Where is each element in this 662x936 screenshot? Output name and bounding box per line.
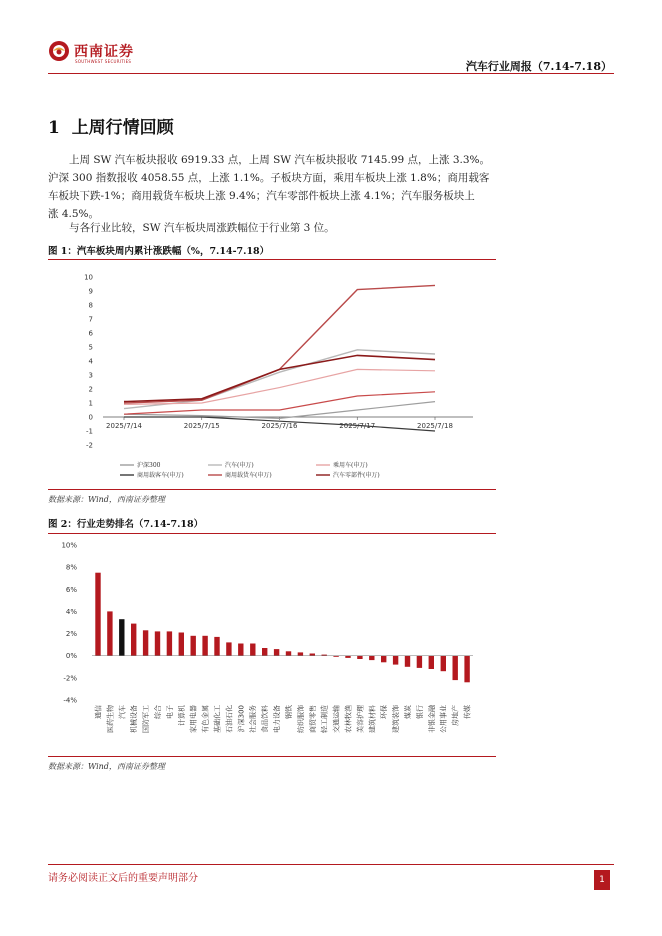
- figure1-source: 数据来源：Wind，西南证券整理: [48, 495, 165, 504]
- y-tick-label: 7: [88, 315, 93, 324]
- brand-logo: [48, 40, 70, 62]
- x-tick-label: 2025/7/14: [106, 422, 142, 430]
- y-tick-label: 9: [88, 287, 93, 296]
- bar: [453, 656, 458, 680]
- x-category-label: 食品饮料: [261, 705, 270, 733]
- bar: [405, 656, 410, 667]
- x-tick-label: 2025/7/16: [261, 422, 298, 430]
- figure1-top-rule: [48, 259, 496, 260]
- x-category-label: 农林牧渔: [344, 705, 353, 733]
- bar: [202, 636, 207, 656]
- y-tick-label: 4: [88, 357, 93, 366]
- x-category-label: 沪深300: [237, 705, 246, 733]
- page-number: 1: [594, 870, 610, 890]
- report-title: 汽车行业周报（7.14-7.18）: [465, 60, 612, 73]
- bar: [310, 654, 315, 656]
- x-category-label: 纺织服饰: [296, 705, 305, 733]
- x-category-label: 非银金融: [427, 705, 436, 733]
- x-category-label: 建筑材料: [368, 705, 377, 733]
- legend-label: 汽车(申万): [225, 462, 254, 469]
- x-category-label: 家用电器: [189, 705, 198, 733]
- section-number: 1: [48, 118, 60, 138]
- x-category-label: 电子: [165, 705, 174, 719]
- figure1-caption: 图 1：汽车板块周内累计涨跌幅（%，7.14-7.18）: [48, 246, 270, 257]
- summary-paragraph: [48, 151, 496, 223]
- bar: [250, 644, 255, 656]
- bar: [381, 656, 386, 663]
- bar: [429, 656, 434, 669]
- x-category-label: 美容护理: [356, 705, 365, 733]
- x-category-label: 国防军工: [142, 705, 151, 733]
- section-title: 上周行情回顾: [71, 118, 174, 138]
- y-tick-label: 0: [88, 413, 93, 422]
- series-line: [124, 285, 435, 403]
- header-rule: [48, 73, 614, 74]
- figure2-bottom-rule: [48, 756, 496, 757]
- bar: [262, 648, 267, 656]
- bar: [369, 656, 374, 660]
- x-category-label: 通信: [94, 705, 103, 719]
- y-tick-label: 6: [88, 329, 93, 338]
- x-category-label: 煤炭: [404, 705, 412, 719]
- bar: [274, 649, 279, 656]
- bar: [417, 656, 422, 668]
- y-tick-label: 8: [88, 301, 93, 310]
- x-category-label: 传媒: [463, 705, 472, 719]
- x-category-label: 石油石化: [225, 705, 234, 733]
- section-heading: [48, 113, 174, 138]
- legend-label: 商用载货车(申万): [225, 472, 272, 479]
- figure2-caption: 图 2：行业走势排名（7.14-7.18）: [48, 519, 204, 530]
- paragraph-line: 上周 SW 汽车板块报收 6919.33 点，上周 SW 汽车板块报收 7145.99 点，上涨 3.3%。: [69, 154, 491, 166]
- y-tick-label: 4%: [65, 607, 77, 616]
- footer-rule: [48, 864, 614, 865]
- y-tick-label: 6%: [65, 585, 77, 594]
- bar: [191, 636, 196, 656]
- footer-disclaimer: 请务必阅读正文后的重要声明部分: [48, 873, 198, 884]
- figure2-source: 数据来源：Wind，西南证券整理: [48, 762, 165, 771]
- bar: [107, 611, 112, 655]
- header: [0, 0, 662, 80]
- bar: [226, 642, 231, 655]
- x-category-label: 商贸零售: [308, 705, 317, 733]
- x-category-label: 汽车: [118, 705, 127, 719]
- x-category-label: 建筑装饰: [392, 705, 401, 733]
- bar: [441, 656, 446, 672]
- y-tick-label: 8%: [65, 563, 77, 572]
- y-tick-label: 2%: [65, 630, 77, 639]
- x-category-label: 银行: [415, 705, 424, 719]
- bar: [119, 619, 124, 656]
- y-tick-label: 3: [88, 371, 93, 380]
- figure1-bottom-rule: [48, 489, 496, 490]
- y-tick-label: 2: [88, 385, 93, 394]
- x-category-label: 钢铁: [285, 705, 293, 719]
- brand-name: 西南证券: [74, 44, 134, 60]
- paragraph-line: 沪深 300 指数报收 4058.55 点，上涨 1.1%。子板块方面，乘用车板块上涨 1.8%；商用载客: [48, 172, 490, 184]
- x-category-label: 社会服务: [249, 705, 258, 733]
- legend-label: 乘用车(申万): [333, 462, 368, 469]
- bar: [464, 656, 469, 683]
- ranking-paragraph: 与各行业比较，SW 汽车板块周涨跌幅位于行业第 3 位。: [69, 222, 335, 234]
- x-category-label: 基础化工: [213, 705, 222, 733]
- bar: [298, 652, 303, 655]
- legend-label: 沪深300: [137, 462, 161, 469]
- paragraph-line: 车板块下跌-1%；商用载货车板块上涨 9.4%；汽车零部件板块上涨 4.1%；汽车服务板块上: [48, 190, 475, 202]
- x-category-label: 轻工制造: [320, 705, 329, 733]
- bar: [167, 631, 172, 655]
- x-tick-label: 2025/7/15: [183, 422, 220, 430]
- x-tick-label: 2025/7/17: [339, 422, 376, 430]
- x-category-label: 机械设备: [130, 705, 139, 733]
- x-category-label: 综合: [154, 705, 162, 719]
- bar: [143, 630, 148, 656]
- y-tick-label: 10%: [61, 541, 77, 550]
- x-category-label: 房地产: [451, 705, 460, 726]
- paragraph-line: 涨 4.5%。: [48, 208, 100, 220]
- y-tick-label: -2%: [63, 674, 77, 683]
- figure1-line-chart: [48, 262, 496, 488]
- figure2-bar-chart: [48, 536, 496, 754]
- y-tick-label: -1: [86, 427, 93, 436]
- brand-name-en: SOUTHWEST SECURITIES: [75, 59, 132, 64]
- x-category-label: 环保: [380, 705, 389, 719]
- bar: [131, 624, 136, 656]
- figure2-top-rule: [48, 533, 496, 534]
- bar: [179, 633, 184, 656]
- bar: [345, 656, 350, 658]
- bar: [214, 637, 219, 656]
- y-tick-label: -4%: [63, 696, 77, 705]
- bar: [286, 651, 291, 655]
- y-tick-label: 5: [88, 343, 93, 352]
- x-category-label: 交通运输: [332, 705, 341, 733]
- y-tick-label: -2: [86, 441, 93, 450]
- x-category-label: 有色金属: [201, 705, 210, 733]
- y-tick-label: 10: [84, 273, 93, 282]
- y-tick-label: 0%: [65, 652, 77, 661]
- legend-label: 汽车零部件(申万): [333, 472, 380, 479]
- brand-logo-icon: [48, 40, 70, 62]
- x-category-label: 计算机: [177, 705, 186, 726]
- bar: [393, 656, 398, 665]
- bar: [155, 631, 160, 655]
- x-category-label: 电力设备: [273, 705, 281, 733]
- bar: [95, 573, 100, 656]
- x-tick-label: 2025/7/18: [417, 422, 453, 430]
- x-category-label: 公用事业: [439, 705, 448, 733]
- y-tick-label: 1: [88, 399, 93, 408]
- legend-label: 商用载客车(申万): [137, 472, 184, 479]
- x-category-label: 医药生物: [106, 705, 115, 733]
- bar: [238, 644, 243, 656]
- bar: [357, 656, 362, 659]
